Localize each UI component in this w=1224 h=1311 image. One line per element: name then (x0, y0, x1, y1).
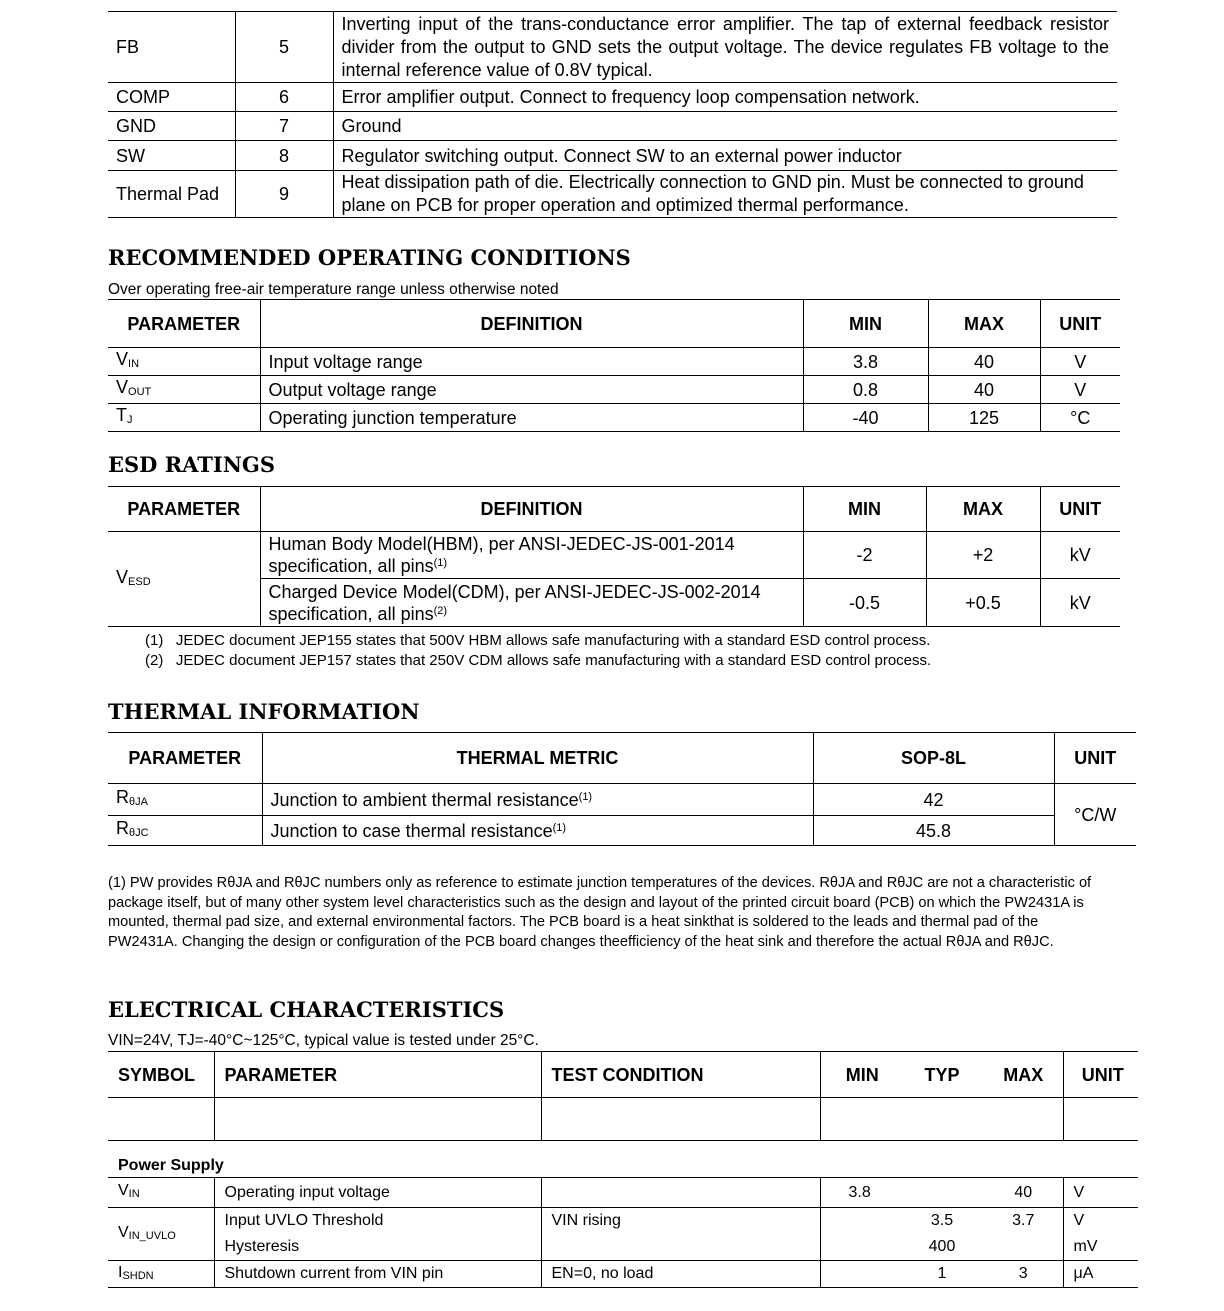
min-value: -0.5 (803, 579, 926, 627)
footnote-ref: (1) (578, 790, 593, 803)
column-header: DEFINITION (260, 487, 803, 532)
pin-number: 8 (235, 141, 333, 171)
symbol: I (118, 1263, 123, 1281)
pin-number: 5 (235, 12, 333, 83)
pin-description: Heat dissipation path of die. Electrically connection to GND pin. Must be connected to ground plane on PCB for proper operation and optimized thermal performance. (333, 171, 1117, 218)
thermal-table (108, 732, 1136, 846)
parameter: Shutdown current from VIN pin (214, 1261, 541, 1288)
parameter: Operating input voltage (214, 1178, 541, 1208)
unit: °C/W (1054, 784, 1136, 846)
table-row (108, 1208, 1138, 1261)
table-row (108, 1261, 1138, 1288)
definition: Junction to case thermal resistance (270, 820, 553, 841)
definition: Junction to ambient thermal resistance (270, 789, 579, 810)
symbol: V (116, 349, 129, 369)
max-value: 40 (980, 1178, 1063, 1208)
column-header: MIN (803, 300, 928, 348)
roc-table (108, 299, 1120, 432)
column-header: UNIT (1040, 487, 1120, 532)
column-header: DEFINITION (260, 300, 803, 348)
symbol-subscript: θJA (129, 796, 148, 808)
symbol: R (116, 787, 129, 807)
symbol-subscript: ESD (128, 575, 151, 588)
symbol: V (118, 1182, 129, 1199)
min-value: 3.8 (803, 348, 928, 376)
typ-value: 3.5 (930, 1212, 954, 1229)
pin-number: 7 (235, 112, 333, 141)
typ-value: 400 (928, 1238, 956, 1255)
table-row (108, 784, 1136, 816)
unit: °C (1040, 404, 1120, 432)
section-subtitle: Over operating free-air temperature range unless otherwise noted (108, 281, 559, 298)
symbol: T (116, 405, 127, 425)
parameter: Input UVLO Threshold (224, 1212, 384, 1229)
symbol: R (116, 818, 129, 838)
column-header: PARAMETER (108, 733, 262, 784)
max-value: 125 (928, 404, 1040, 432)
table-row (108, 579, 1120, 627)
column-header: UNIT (1063, 1052, 1138, 1098)
pin-description: Ground (333, 112, 1117, 141)
column-header: PARAMETER (214, 1052, 541, 1098)
column-header: MAX (926, 487, 1040, 532)
pin-number: 6 (235, 83, 333, 112)
max-value: 40 (928, 376, 1040, 404)
unit: μA (1063, 1261, 1138, 1288)
table-row (108, 404, 1120, 432)
table-row (108, 171, 1117, 218)
pin-description-table (108, 11, 1117, 218)
footnote-ref: (1) (552, 821, 567, 834)
unit: V (1040, 376, 1120, 404)
unit: V (1073, 1212, 1085, 1229)
test-condition (541, 1178, 820, 1208)
section-subtitle: VIN=24V, TJ=-40°C~125°C, typical value is tested under 25°C. (108, 1032, 539, 1049)
symbol: V (116, 377, 129, 397)
section-heading: ESD RATINGS (108, 452, 276, 477)
definition: Output voltage range (260, 376, 803, 404)
table-row (108, 816, 1136, 846)
symbol: V (116, 566, 129, 587)
table-row (108, 348, 1120, 376)
symbol-subscript: θJC (129, 827, 149, 839)
min-value: 0.8 (803, 376, 928, 404)
symbol-subscript: J (127, 414, 133, 426)
min-value (820, 1261, 900, 1288)
unit: V (1040, 348, 1120, 376)
column-header: TYP (900, 1052, 980, 1098)
pin-name: GND (108, 112, 235, 141)
column-header: SOP-8L (813, 733, 1054, 784)
column-header: UNIT (1054, 733, 1136, 784)
electrical-characteristics-table (108, 1051, 1138, 1288)
column-header: MIN (803, 487, 926, 532)
pin-name: FB (108, 12, 235, 83)
typ-value: 1 (900, 1261, 980, 1288)
esd-table (108, 486, 1120, 627)
footnote: (1) JEDEC document JEP155 states that 500V HBM allows safe manufacturing with a standard ESD control process. (145, 632, 931, 649)
typ-value (900, 1178, 980, 1208)
unit: kV (1040, 579, 1120, 627)
parameter: Hysteresis (224, 1238, 300, 1255)
max-value: +0.5 (926, 579, 1040, 627)
test-condition: VIN rising (541, 1208, 820, 1261)
column-header: SYMBOL (108, 1052, 214, 1098)
column-header: MAX (928, 300, 1040, 348)
column-header: TEST CONDITION (541, 1052, 820, 1098)
symbol-subscript: IN (128, 358, 140, 370)
pin-description: Error amplifier output. Connect to frequency loop compensation network. (333, 83, 1117, 112)
table-row (108, 141, 1117, 171)
column-header: MIN (820, 1052, 900, 1098)
footnote-ref: (2) (433, 604, 448, 617)
section-label: Power Supply (108, 1141, 1138, 1178)
definition: Operating junction temperature (260, 404, 803, 432)
table-row (108, 83, 1117, 112)
symbol-subscript: IN (128, 1188, 140, 1200)
table-row (108, 12, 1117, 83)
value: 45.8 (813, 816, 1054, 846)
max-value: 40 (928, 348, 1040, 376)
pin-description: Inverting input of the trans-conductance error amplifier. The tap of external feedback resistor divider from the output to GND sets the output voltage. The device regulates FB voltage to the internal reference value of 0.8V typical. (333, 12, 1117, 83)
footnote: (2) JEDEC document JEP157 states that 250V CDM allows safe manufacturing with a standard ESD control process. (145, 652, 932, 669)
table-row (108, 112, 1117, 141)
column-header: UNIT (1040, 300, 1120, 348)
column-header: PARAMETER (108, 300, 260, 348)
section-heading: RECOMMENDED OPERATING CONDITIONS (108, 245, 631, 270)
unit: mV (1073, 1238, 1098, 1255)
section-heading: ELECTRICAL CHARACTERISTICS (108, 997, 505, 1022)
unit: V (1063, 1178, 1138, 1208)
test-condition: EN=0, no load (541, 1261, 820, 1288)
table-row (108, 376, 1120, 404)
min-value: -2 (803, 532, 926, 579)
value: 42 (813, 784, 1054, 816)
pin-name: SW (108, 141, 235, 171)
pin-name: COMP (108, 83, 235, 112)
pin-name: Thermal Pad (108, 171, 235, 218)
unit: kV (1040, 532, 1120, 579)
section-heading: THERMAL INFORMATION (108, 699, 420, 724)
table-row (108, 1178, 1138, 1208)
thermal-footnote: (1) PW provides RθJA and RθJC numbers only as reference to estimate junction temperatures of the devices. RθJA and RθJC are not a characteristic of package itself, but of many other system level characteristics such as the design and layout of the printed circuit board (PCB) on which the PW2431A is mounted, thermal pad size, and external environmental factors. The PCB board is a heat sinkthat is soldered to the leads and thermal pad of the PW2431A. Changing the design or configuration of the PCB board changes theefficiency of the heat sink and therefore the actual RθJA and RθJC. (108, 875, 1092, 950)
column-header: PARAMETER (108, 487, 260, 532)
column-header: MAX (980, 1052, 1063, 1098)
definition: Charged Device Model(CDM), per ANSI-JEDEC-JS-002-2014 specification, all pins (268, 581, 761, 624)
pin-description: Regulator switching output. Connect SW to an external power inductor (333, 141, 1117, 171)
table-row (108, 532, 1120, 579)
symbol: V (118, 1223, 129, 1241)
definition: Human Body Model(HBM), per ANSI-JEDEC-JS-001-2014 specification, all pins (268, 534, 735, 576)
column-header: THERMAL METRIC (262, 733, 813, 784)
min-value (820, 1208, 900, 1261)
symbol-subscript: OUT (128, 386, 152, 398)
min-value: -40 (803, 404, 928, 432)
max-value: +2 (926, 532, 1040, 579)
max-value: 3 (980, 1261, 1063, 1288)
min-value: 3.8 (820, 1178, 900, 1208)
definition: Input voltage range (260, 348, 803, 376)
max-value: 3.7 (980, 1208, 1063, 1261)
pin-number: 9 (235, 171, 333, 218)
symbol-subscript: SHDN (122, 1269, 154, 1282)
footnote-ref: (1) (433, 557, 448, 569)
symbol-subscript: IN_UVLO (128, 1229, 176, 1242)
